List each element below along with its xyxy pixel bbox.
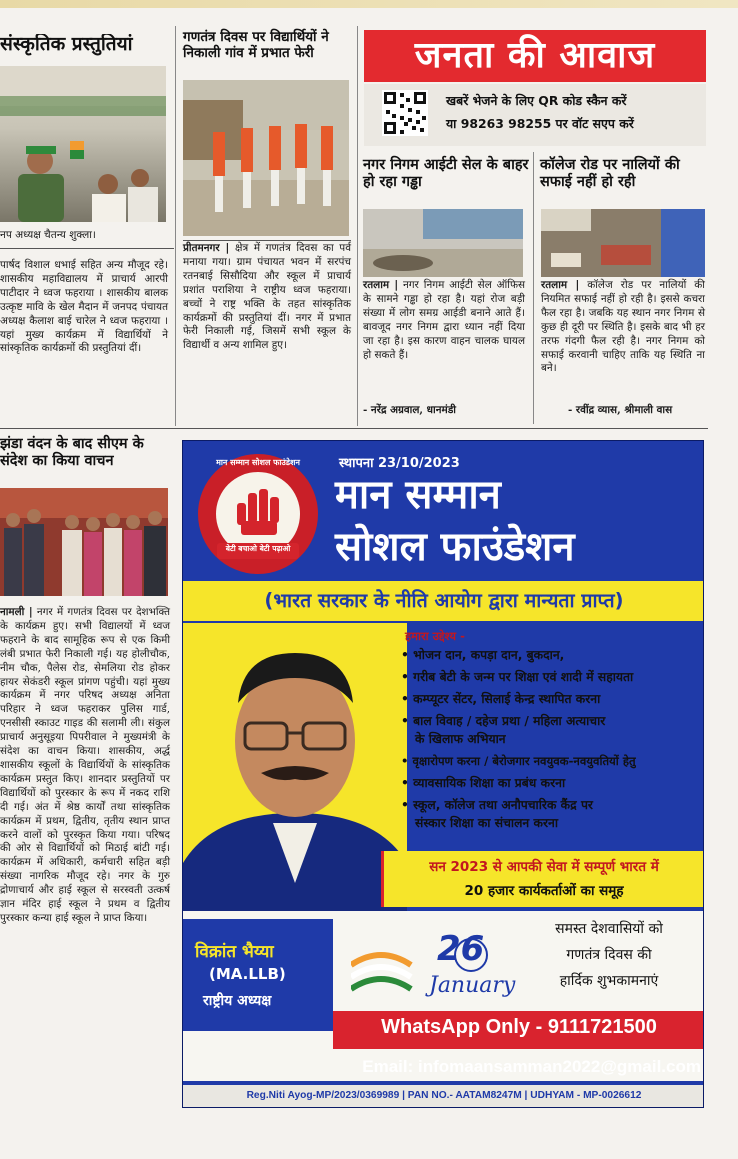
- col2-rule: [183, 240, 351, 241]
- recognition-text: (भारत सरकार के नीति आयोग द्वारा मान्यता प्राप्त): [264, 589, 624, 612]
- story3-photo: [363, 209, 523, 277]
- left-photo-caption: नप अध्यक्ष चैतन्य शुक्ला।: [0, 229, 96, 241]
- col2-headline: गणतंत्र दिवस पर विद्यार्थियों ने निकाली गांव में प्रभात फेरी: [183, 29, 329, 61]
- qr-code-art: [382, 90, 428, 136]
- story5-body: [0, 606, 170, 926]
- left-body: पार्षद विशाल धभाई सहित अन्य मौजूद रहे। शासकीय महाविद्यालय में प्राचार्य आरपी पाटीदार ने ध्वज फहराया । शासकीय बालक उत्कृष्ट मावि के खेल मैदान में जनपद पंचायत अध्यक्ष कैलाश बाई चारेल ने ध्वज फहराया । यहां मुख्य कार्यक्रम में विद्यार्थियों ने सांस्कृतिक कार्यक्रमों की प्रस्तुतियां दीं।: [0, 259, 168, 355]
- story4-photo: [541, 209, 705, 277]
- service-line2: 20 हजार कार्यकर्ताओं का समूह: [464, 883, 624, 899]
- president-photo-art: [183, 623, 407, 933]
- objective-item: • भोजन दान, कपड़ा दान, बुकदान,: [401, 648, 565, 662]
- story4-body-text: कॉलेज रोड पर नालियों की नियमित सफाई नहीं हो रही है। इससे कचरा फैल रहा है। जबकि यह स्थान नगर निगम से कुछ ही दूरी पर स्थिति है। इसके बाद भी हर तरफ गंदगी फैल रही है। नगर निगम को सफाई करवानी चाहिए ताकि यह स्थिति ना बने।: [541, 279, 705, 375]
- story4-body: [541, 279, 705, 376]
- objective-item: • वृक्षारोपण करना / बेरोजगार नवयुवक-नवयुवतियों हेतु: [401, 754, 636, 768]
- janta-title: जनता की आवाज: [364, 30, 706, 82]
- greeting-line2: गणतंत्र दिवस की: [566, 947, 652, 963]
- left-headline: संस्कृतिक प्रस्तुतियां: [0, 34, 133, 55]
- foundation-logo: [197, 453, 319, 575]
- top-color-strip: [0, 0, 738, 8]
- president-degree: (MA.LLB): [209, 965, 286, 983]
- story3-body-text: नगर निगम आईटी सेल ऑफिस के सामने गड्ढा हो रहा है। यहां रोज बड़ी संख्या में लोग समग्र आईडी बनाने आते हैं। बावजूद नगर निगम द्वारा ध्यान नहीं दिया जा रहा है। इस कारण वाहन चालक घायल हो सकते हैं।: [363, 279, 525, 361]
- col2-photo-art: [183, 80, 349, 236]
- story4-author: - रवींद्र व्यास, श्रीमाली वास: [568, 404, 673, 416]
- objectives-list: [401, 647, 704, 831]
- col2-body-text: क्षेत्र में गणतंत्र दिवस का पर्व मनाया गया। ग्राम पंचायत भवन में सरपंच रतनबाई सिसौदिया और स्कूल में प्राचार्य प्रशांत पराशिया ने राष्ट्रीय ध्वज फहराया। बच्चों ने राष्ट्र भक्ति के तहत सांस्कृतिक कार्यक्रमों की प्रस्तुतियां दीं। नगर में प्रभात फेरी निकाली गई, जिसमें सभी स्कूल के विद्यार्थी व अन्य शामिल हुए।: [183, 242, 351, 352]
- republic-day-emblem: [351, 925, 516, 1025]
- story4-dateline: रतलाम |: [541, 279, 580, 291]
- story3-headline: नगर निगम आईटी सेल के बाहर हो रहा गड्ढा: [363, 157, 529, 190]
- whatsapp-number[interactable]: WhatsApp Only - 9111721500: [381, 1016, 657, 1038]
- qr-code-icon: [382, 90, 428, 136]
- col-divider-1: [175, 26, 176, 426]
- story5-photo-art: [0, 488, 168, 596]
- objective-item: • व्यावसायिक शिक्षा का प्रबंध करना: [401, 776, 566, 790]
- story3-body: [363, 279, 525, 362]
- objective-item: • स्कूल, कॉलेज तथा अनौपचारिक कैंद्र पर: [401, 798, 593, 812]
- story5-photo: [0, 488, 168, 596]
- president-photo: [183, 623, 407, 933]
- janta-line-1: खबरें भेजने के लिए QR कोड स्कैन करें: [446, 93, 627, 108]
- objective-item: • कम्प्यूटर सेंटर, सिलाई केन्द्र स्थापित करना: [401, 692, 601, 706]
- section-rule: [0, 428, 708, 429]
- service-line1: सन 2023 से आपकी सेवा में सम्पूर्ण भारत में: [429, 859, 659, 875]
- col-divider-2: [357, 26, 358, 426]
- story4-headline: कॉलेज रोड पर नालियों की सफाई नहीं हो रही: [540, 157, 680, 190]
- foundation-name-line2: सोशल फाउंडेशन: [335, 524, 575, 570]
- foundation-name-line1: मान सम्मान: [335, 472, 501, 518]
- left-photo: [0, 66, 166, 222]
- story5-body-text: नगर में गणतंत्र दिवस पर देशभक्ति के कार्यक्रम हुए। सभी विद्यालयों में ध्वज फहराने के बाद सामूहिक रूप से एक किमी लंबी प्रभात फेरी निकाली गई। यह होलीचौक, नीम चौक, पैलेस रोड, सेमलिया रोड होकर हायर सेकंडरी स्कूल प्रांगण पहुंची। यहां मुख्य कार्यक्रम में नगर परिषद अध्यक्ष अनिता परिहार ने ध्वज फहराकर पुलिस गार्ड, एनसीसी स्काउट गाइड की सलामी ली। संकुल प्राचार्य अनुसूइया पिपरीवाल ने मुख्यमंत्री के संदेश का वाचन किया। शासकीय, अर्द्ध शासकीय स्कूलों के विद्यार्थियों के सांस्कृतिक कार्यक्रम प्रस्तुत किए। शानदार प्रस्तुतियों पर विद्यार्थियों को पुरस्कार के रूप में नकद राशि दी गई। अंत में श्रेष्ठ कार्यों तथा सांस्कृतिक कार्यक्रम में प्रथम, द्वितीय, तृतीय स्थान प्राप्त करने वालों को पुरस्कृत किया गया। परिषद की ओर से विद्यार्थियों को मिठाई बांटी गई। कार्यक्रम में अधिकारी, कर्मचारी सहित बड़ी संख्या नागरिक मौजूद रहे। नगर के गुरु द्रोणाचार्य और हाई स्कूल से सरस्वती उत्कर्ष ज्ञान मंदिर हाई स्कूल ने प्रथम व द्वितीय पुरस्कार कन्या हाई स्कूल ने प्राप्त किया।: [0, 606, 170, 924]
- col-divider-3: [533, 152, 534, 424]
- objective-item: • बाल विवाह / दहेज प्रथा / महिला अत्याचार: [401, 714, 606, 728]
- president-title: राष्ट्रीय अध्यक्ष: [203, 993, 272, 1009]
- logo-art: [197, 453, 319, 575]
- president-name: विक्रांत भैय्या: [195, 942, 274, 962]
- logo-ring-text: मान सम्मान सोशल फाउंडेशन: [216, 458, 300, 467]
- story3-photo-art: [363, 209, 523, 277]
- foundation-advertisement: [182, 440, 704, 1108]
- registration-text: Reg.Niti Ayog-MP/2023/0369989 | PAN NO.- AATAM8247M | UDHYAM - MP-0026612: [246, 1090, 642, 1101]
- col2-dateline: प्रीतमनगर |: [183, 242, 230, 254]
- objective-item: संस्कार शिक्षा का संचालन करना: [415, 816, 559, 830]
- republic-day-number: 26: [437, 929, 485, 969]
- story5-dateline: नामली |: [0, 606, 33, 618]
- left-photo-art: [0, 66, 166, 222]
- email-address[interactable]: Email: infomaansamman2022@gmail.com: [362, 1057, 701, 1076]
- janta-line-2: या 98263 98255 पर वॉट सएप करें: [446, 116, 634, 131]
- greeting-line3: हार्दिक शुभकामनाएं: [559, 973, 659, 989]
- established-date: स्थापना 23/10/2023: [339, 456, 460, 471]
- story3-dateline: रतलाम |: [363, 279, 399, 291]
- story4-photo-art: [541, 209, 705, 277]
- story5-headline: झंडा वंदन के बाद सीएम के संदेश का किया वाचन: [0, 436, 144, 469]
- col2-body: [183, 242, 351, 353]
- objective-item: • गरीब बेटी के जन्म पर शिक्षा एवं शादी में सहायता: [401, 670, 634, 684]
- objectives-title: हमारा उद्देश्य -: [405, 629, 465, 643]
- col2-photo: [183, 80, 349, 236]
- greeting-line1: समस्त देशवासियों को: [555, 921, 663, 937]
- left-rule-1: [0, 248, 174, 249]
- objective-item: के खिलाफ अभियान: [415, 732, 506, 746]
- story3-author: - नरेंद्र अग्रवाल, धानमंडी: [363, 404, 456, 416]
- logo-bottom-text: बेटी बचाओ बेटी पढ़ाओ: [225, 544, 291, 553]
- republic-day-month: January: [429, 973, 516, 998]
